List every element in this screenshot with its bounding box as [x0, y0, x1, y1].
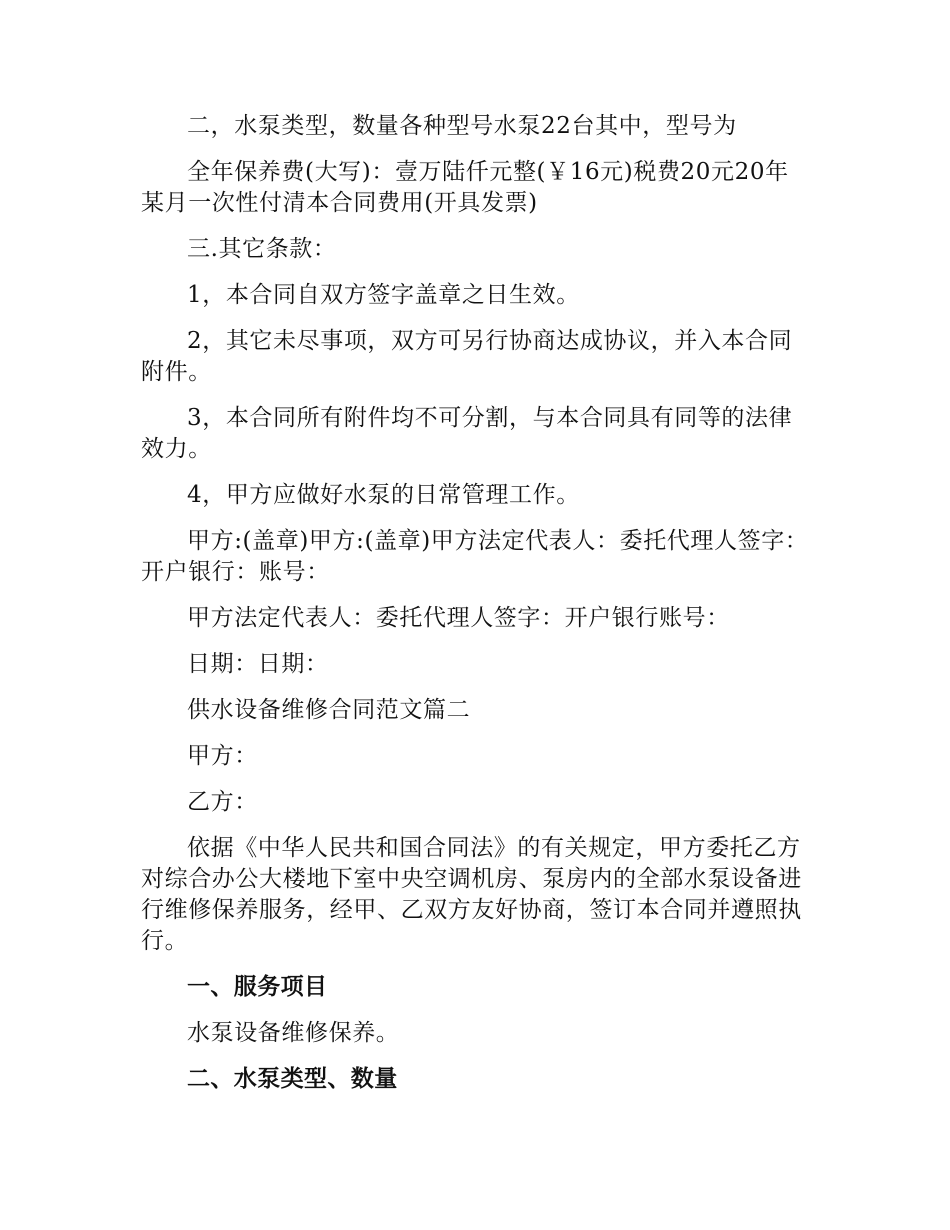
- paragraph-representative-block: 甲方法定代表人：委托代理人签字：开户银行账号：: [187, 605, 730, 631]
- heading-pump-types: 二、水泵类型、数量: [187, 1066, 398, 1092]
- paragraph-term-2: 2，其它未尽事项，双方可另行协商达成协议，并入本合同附件。: [141, 328, 793, 385]
- paragraph-service-description: 水泵设备维修保养。: [187, 1020, 400, 1046]
- paragraph-term-4: 4，甲方应做好水泵的日常管理工作。: [187, 482, 580, 508]
- heading-service-items: 一、服务项目: [187, 974, 328, 1000]
- section-title: 供水设备维修合同范文篇二: [187, 697, 471, 723]
- paragraph-term-3: 3，本合同所有附件均不可分割，与本合同具有同等的法律效力。: [141, 405, 793, 462]
- paragraph-other-terms-heading: 三.其它条款：: [187, 236, 337, 262]
- paragraph-annual-fee: 全年保养费(大写)：壹万陆仟元整(￥16元)税费20元20年某月一次性付清本合同费用(开具发票): [141, 159, 789, 216]
- party-b-label: 乙方：: [187, 789, 258, 815]
- paragraph-dates: 日期：日期：: [187, 651, 329, 677]
- paragraph-term-1: 1，本合同自双方签字盖章之日生效。: [187, 282, 580, 308]
- paragraph-pump-types: 二，水泵类型，数量各种型号水泵22台其中，型号为: [187, 113, 737, 139]
- document-body: [141, 111, 811, 1110]
- party-a-label: 甲方：: [187, 743, 258, 769]
- paragraph-preamble: 依据《中华人民共和国合同法》的有关规定，甲方委托乙方对综合办公大楼地下室中央空调机房、泵房内的全部水泵设备进行维修保养服务，经甲、乙双方友好协商，签订本合同并遵照执行。: [141, 835, 802, 954]
- paragraph-signature-block: 甲方:(盖章)甲方:(盖章)甲方法定代表人：委托代理人签字：开户银行：账号：: [141, 528, 809, 585]
